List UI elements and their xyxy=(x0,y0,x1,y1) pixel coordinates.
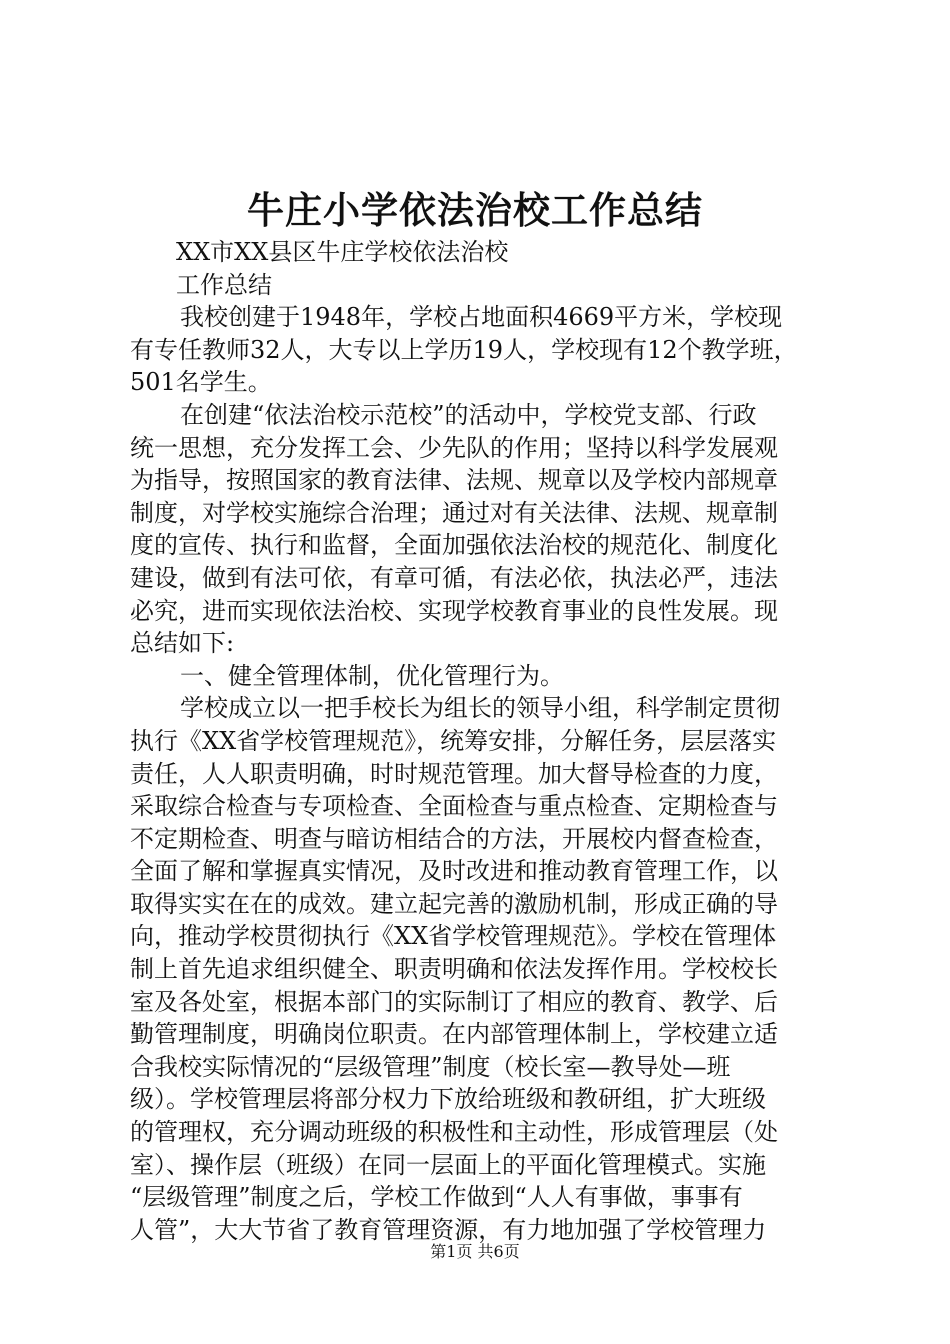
text-line: 取得实实在在的成效。建立起完善的激励机制，形成正确的导 xyxy=(130,889,778,918)
text-line: 不定期检查、明查与暗访相结合的方法，开展校内督查检查， xyxy=(130,824,778,853)
text-line: 制上首先追求组织健全、职责明确和依法发挥作用。学校校长 xyxy=(130,955,778,984)
text-line: 必究，进而实现依法治校、实现学校教育事业的良性发展。现 xyxy=(130,596,778,625)
text-line: 总结如下: xyxy=(130,629,235,658)
text-line: 501名学生。 xyxy=(130,368,272,397)
text-line: 级）。学校管理层将部分权力下放给班级和教研组，扩大班级 xyxy=(130,1085,766,1114)
text-line: XX市XX县区牛庄学校依法治校 xyxy=(176,238,509,266)
text-line: 为指导，按照国家的教育法律、法规、规章以及学校内部规章 xyxy=(130,466,778,495)
text-line: 人管”，大大节省了教育管理资源，有力地加强了学校管理力 xyxy=(130,1215,767,1244)
text-line: 建设，做到有法可依，有章可循，有法必依，执法必严，违法 xyxy=(130,563,778,592)
text-line: 室）、操作层（班级）在同一层面上的平面化管理模式。实施 xyxy=(130,1150,766,1179)
text-line: 我校创建于1948年，学校占地面积4669平方米，学校现 xyxy=(180,303,783,332)
text-line: 全面了解和掌握真实情况，及时改进和推动教育管理工作，以 xyxy=(130,857,778,886)
text-line: 的管理权，充分调动班级的积极性和主动性，形成管理层（处 xyxy=(130,1118,778,1147)
text-line: 制度，对学校实施综合治理；通过对有关法律、法规、规章制 xyxy=(130,498,778,527)
text-line: 在创建“依法治校示范校”的活动中，学校党支部、行政 xyxy=(180,400,757,429)
text-line: 责任，人人职责明确，时时规范管理。加大督导检查的力度， xyxy=(130,759,778,788)
text-line: 采取综合检查与专项检查、全面检查与重点检查、定期检查与 xyxy=(130,792,778,821)
text-line: 统一思想，充分发挥工会、少先队的作用；坚持以科学发展观 xyxy=(130,433,778,462)
text-line: 合我校实际情况的“层级管理”制度（校长室—教导处—班 xyxy=(130,1052,731,1081)
text-line: 度的宣传、执行和监督，全面加强依法治校的规范化、制度化 xyxy=(130,531,778,560)
text-line: 有专任教师32人，大专以上学历19人，学校现有12个教学班， xyxy=(130,335,798,364)
document-body xyxy=(130,236,830,1246)
text-line: 向，推动学校贯彻执行《XX省学校管理规范》。学校在管理体 xyxy=(130,922,777,951)
text-line: 工作总结 xyxy=(176,270,272,299)
text-line: 学校成立以一把手校长为组长的领导小组，科学制定贯彻 xyxy=(180,694,780,723)
text-line: 室及各处室，根据本部门的实际制订了相应的教育、教学、后 xyxy=(130,987,778,1016)
document-title: 牛庄小学依法治校工作总结 xyxy=(247,188,703,232)
page-footer: 第1页 共6页 xyxy=(430,1242,520,1261)
text-line: “层级管理”制度之后，学校工作做到“人人有事做，事事有 xyxy=(130,1183,743,1212)
text-line: 执行《XX省学校管理规范》，统筹安排，分解任务，层层落实 xyxy=(130,726,777,755)
text-line: 勤管理制度，明确岗位职责。在内部管理体制上，学校建立适 xyxy=(130,1020,778,1049)
section-heading: 一、健全管理体制，优化管理行为。 xyxy=(180,661,564,690)
